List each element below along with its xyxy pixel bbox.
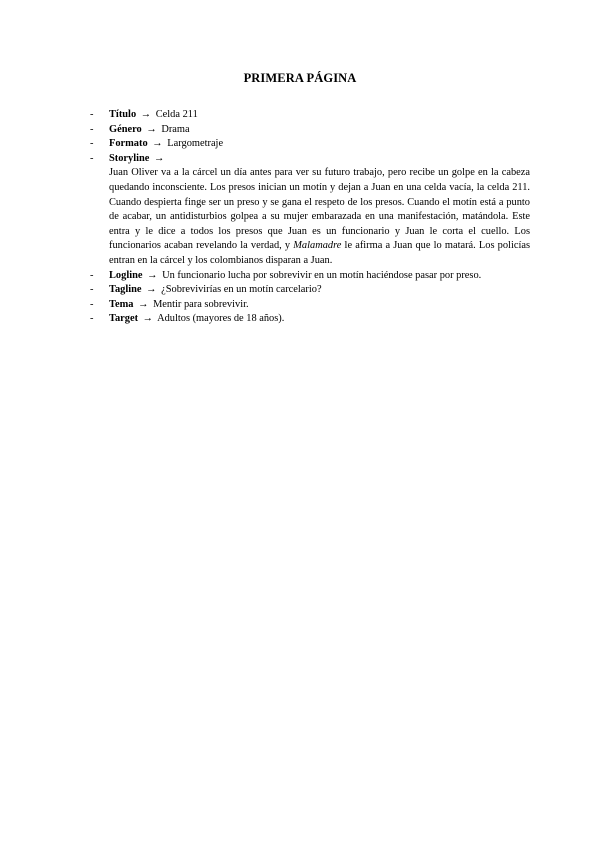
arrow-icon: → [147, 269, 158, 281]
bullet-dash: - [90, 284, 94, 296]
list-item-tagline [90, 283, 530, 298]
list-item-titulo [90, 108, 530, 123]
list-item-genero [90, 123, 530, 138]
field-value: Adultos (mayores de 18 años). [157, 313, 285, 325]
list-item-formato [90, 137, 530, 152]
arrow-icon: → [152, 138, 163, 150]
bullet-dash: - [90, 109, 94, 120]
storyline-text-part2: le afirma a Juan que lo matará. Los policías entran en la cárcel y los colombianos disparan a Juan. [109, 240, 530, 266]
bullet-dash: - [90, 123, 94, 135]
field-label: Storyline [109, 152, 150, 164]
storyline-italic-name: Malamadre [293, 240, 342, 252]
field-value: Un funcionario lucha por sobrevivir en un motín haciéndose pasar por preso. [162, 269, 482, 281]
bullet-dash: - [90, 138, 94, 150]
arrow-icon: → [138, 298, 149, 310]
field-label: Género [109, 123, 142, 135]
storyline-paragraph [90, 166, 530, 268]
bullet-dash: - [90, 269, 94, 281]
field-label: Logline [109, 269, 143, 281]
field-label: Tagline [109, 284, 142, 296]
page-title: PRIMERA PÁGINA [243, 71, 357, 85]
storyline-text-part1: Juan Oliver va a la cárcel un día antes para ver su futuro trabajo, pero recibe un golpe en la cabeza quedando inconsciente. Los presos inician un motín y dejan a Juan en una celda vacía, la celda 211. Cuando despierta finge ser un preso y se gana el respeto de los presos. Cuando el motín está a punto de acabar, un antidisturbios golpea a su mujer embarazada en una manifestación, matándola. Este entra y le dice a todos los presos que Juan es un funcionario y Juan le corta el cuello. Los funcionarios acaban revelando la verdad, y [109, 167, 530, 252]
field-value: Largometraje [167, 138, 224, 150]
field-list [90, 108, 530, 327]
arrow-icon: → [142, 313, 154, 325]
field-label: Tema [109, 298, 134, 310]
bullet-dash: - [90, 152, 94, 164]
list-item-tema [90, 298, 530, 313]
list-item-logline [90, 269, 530, 284]
arrow-icon: → [146, 284, 157, 296]
field-value: Celda 211 [155, 109, 198, 120]
field-label: Target [109, 313, 139, 325]
arrow-icon: → [146, 123, 157, 135]
field-value: ¿Sobrevivirías en un motín carcelario? [161, 284, 322, 296]
list-item-storyline [90, 152, 530, 167]
arrow-icon: → [140, 109, 152, 120]
list-item-target [90, 312, 530, 327]
field-value: Drama [161, 123, 190, 135]
field-label: Título [109, 109, 137, 120]
field-value: Mentir para sobrevivir. [153, 298, 249, 310]
field-label: Formato [109, 138, 148, 150]
arrow-icon: → [154, 152, 165, 164]
bullet-dash: - [90, 298, 94, 310]
bullet-dash: - [90, 313, 94, 325]
